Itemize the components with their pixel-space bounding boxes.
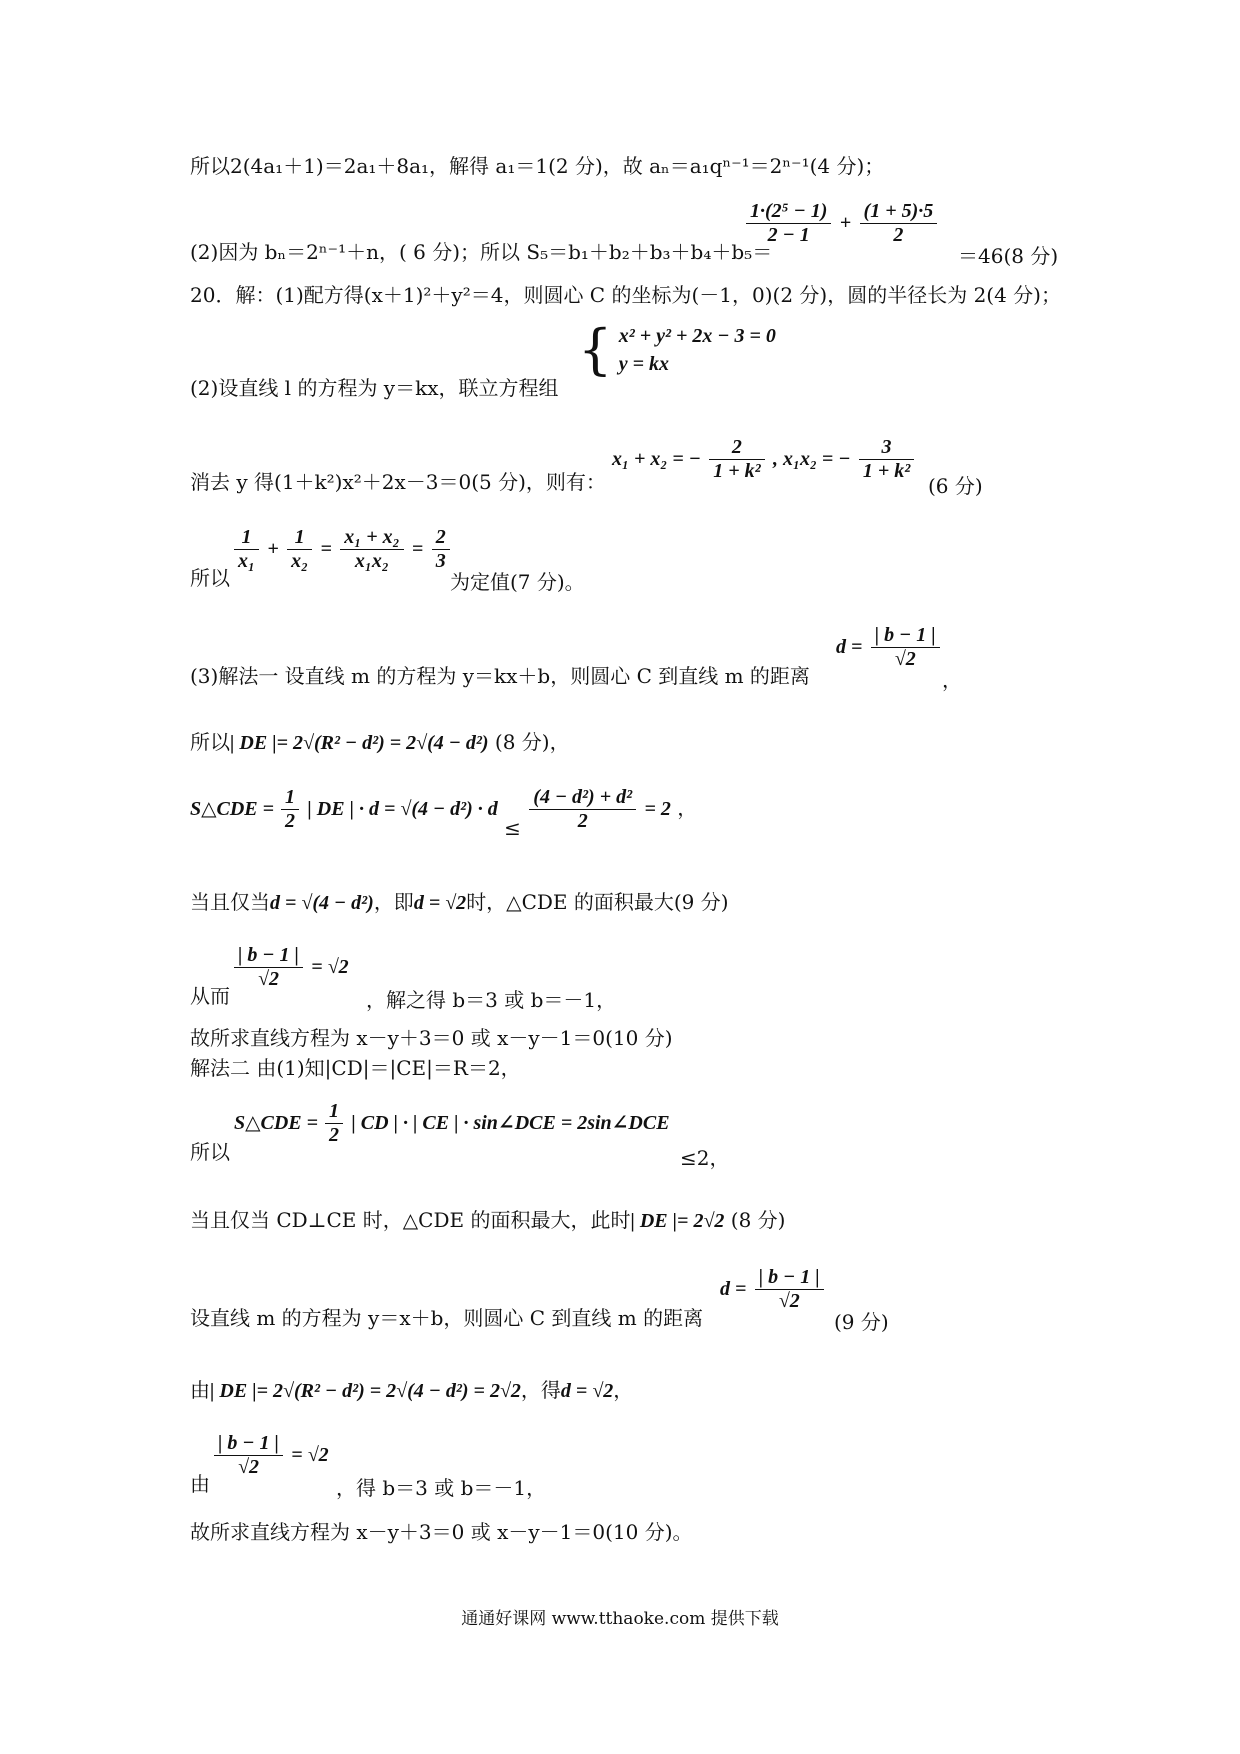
system-eq-2: y = kx (618, 353, 669, 375)
text-line-15: 当且仅当 CD⊥CE 时，△CDE 的面积最大，此时| DE |= 2√2 (8 分) (190, 1208, 786, 1232)
distance-formula-1: d = $\frac{| b - 1 |}{√2}$ (836, 624, 942, 671)
text-line-1: 所以2(4a₁＋1)＝2a₁＋8a₁，解得 a₁＝1(2 分)，故 aₙ＝a₁qⁿ⁻¹＝2ⁿ⁻¹(4 分)； (190, 154, 885, 178)
distance-equation: $\frac{| b - 1 |}{√2}$ = √2 (232, 944, 349, 991)
text-line-17: 由| DE |= 2√(R² − d²) = 2√(4 − d²) = 2√2，得d = √2， (190, 1378, 634, 1402)
text-line-18: 由 (190, 1472, 210, 1496)
distance-formula-2: d = $\frac{| b - 1 |}{√2}$ (720, 1266, 826, 1313)
text-line-16: 设直线 m 的方程为 y＝x＋b，则圆心 C 到直线 m 的距离 (190, 1306, 704, 1330)
text-line-10: 当且仅当d = √(4 − d²)，即d = √2时，△CDE 的面积最大(9 分) (190, 890, 729, 914)
text-line-19: 故所求直线方程为 x－y＋3＝0 或 x－y－1＝0(10 分)。 (190, 1520, 693, 1544)
text-line-7: (3)解法一 设直线 m 的方程为 y＝kx＋b，则圆心 C 到直线 m 的距离 (190, 664, 810, 688)
equation-system (578, 318, 776, 381)
text-line-12: 故所求直线方程为 x－y＋3＝0 或 x－y－1＝0(10 分) (190, 1026, 673, 1050)
brace-icon: { (578, 318, 613, 381)
text-line-14: 所以 (190, 1140, 230, 1164)
s5-result: ＝46(8 分) (958, 244, 1059, 268)
area-bound-formula: S△CDE = $\frac{1}{2}$ | DE | · d = √(4 − d²) · d ≤ $\frac{\text{(4 − d²) + d²}}{2}$ = 2 ， (190, 786, 698, 840)
text-line-13: 解法二 由(1)知|CD|＝|CE|＝R＝2， (190, 1056, 521, 1080)
text-line-8: 所以| DE |= 2√(R² − d²) = 2√(4 − d²) (8 分)， (190, 730, 570, 754)
text-line-6: 所以 (190, 566, 230, 590)
chord-length-formula: | DE |= 2√(R² − d²) = 2√(4 − d²) (230, 732, 489, 754)
text-line-11: 从而 (190, 984, 230, 1008)
plus-sign: + (839, 212, 852, 234)
vieta-formulas: x₁ + x₂ = − $\frac{2}{\text{1 + k²}}$ , x₁x₂ = − $\frac{3}{\text{1 + k²}}$ (612, 436, 916, 483)
fraction-geometric-sum: $\frac{\text{1·(2⁵ − 1)}}{2 - 1}$ (746, 200, 831, 247)
s5-formula (744, 200, 939, 247)
area-sine-formula: S△CDE = $\frac{1}{2}$ | CD | · | CE | · sin∠DCE = 2sin∠DCE (234, 1100, 670, 1146)
reciprocal-sum-formula: $\frac{1}{\text{x₁}}$ + $\frac{1}{\text{x₂}}$ = $\frac{\text{x₁ + x₂}}{\text{x₁x₂}}$ = $\frac{2}{3}$ (232, 526, 452, 573)
text-line-5: 消去 y 得(1＋k²)x²＋2x－3＝0(5 分)，则有： (190, 470, 606, 494)
fraction-arithmetic-sum: $\frac{(1 + 5)\cdot 5}{2}$ (860, 200, 938, 247)
page-footer: 通通好课网 www.tthaoke.com 提供下载 (461, 1609, 779, 1629)
distance-equation-2: $\frac{| b - 1 |}{√2}$ = √2 (212, 1432, 329, 1479)
system-eq-1: x² + y² + 2x − 3 = 0 (618, 325, 776, 347)
text-line-3: 20．解：(1)配方得(x＋1)²＋y²＝4，则圆心 C 的坐标为(－1，0)(2 分)，圆的半径长为 2(4 分)； (190, 283, 1061, 307)
text-line-4: (2)设直线 l 的方程为 y＝kx，联立方程组 (190, 376, 559, 400)
text-line-2: (2)因为 bₙ＝2ⁿ⁻¹＋n，( 6 分)；所以 S₅＝b₁＋b₂＋b₃＋b₄＋b₅＝ (190, 240, 773, 264)
